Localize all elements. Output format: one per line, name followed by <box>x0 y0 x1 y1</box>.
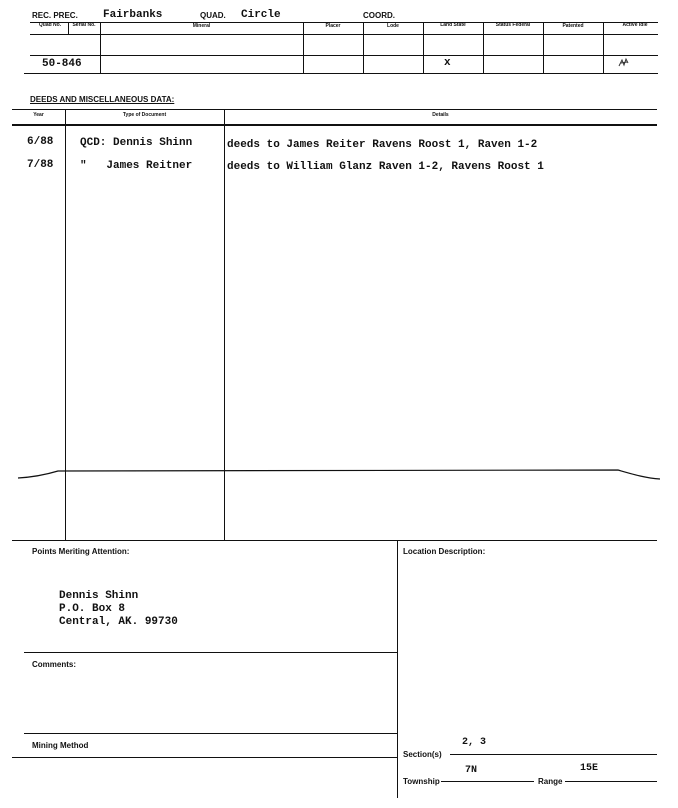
col-quad-no: Quad No. <box>38 22 62 28</box>
section-value: 2, 3 <box>462 737 487 748</box>
mining-method-line <box>12 757 397 758</box>
section-label: Section(s) <box>403 750 442 759</box>
col-patented: Patented <box>562 23 584 29</box>
col-year: Year <box>33 112 44 118</box>
address-line: Central, AK. 99730 <box>59 616 178 628</box>
land-state-mark: x <box>444 57 451 69</box>
page-fold-line <box>0 464 678 494</box>
col-divider <box>423 22 424 73</box>
deeds-header-rule <box>12 124 657 126</box>
location-description-label: Location Description: <box>403 547 486 556</box>
deed-type: QCD: Dennis Shinn <box>80 137 193 149</box>
col-mineral: Mineral <box>192 23 211 29</box>
township-label: Township <box>403 777 440 786</box>
col-divider <box>100 22 101 73</box>
points-address <box>59 590 178 629</box>
range-value: 15E <box>580 763 599 774</box>
deeds-top-rule <box>12 109 657 110</box>
deed-details: deeds to William Glanz Raven 1-2, Ravens Roost 1 <box>227 161 544 173</box>
deed-year: 7/88 <box>27 159 54 171</box>
col-status-federal: Status Federal <box>495 22 531 28</box>
quad-value: Circle <box>241 9 281 21</box>
col-divider <box>603 22 604 73</box>
col-divider <box>363 22 364 73</box>
quad-serial-number: 50-846 <box>42 58 82 70</box>
col-divider <box>303 22 304 73</box>
address-line: P.O. Box 8 <box>59 603 126 615</box>
township-value: 7N <box>465 765 478 776</box>
range-label: Range <box>538 777 563 786</box>
col-details: Details <box>432 112 449 118</box>
bottom-top-rule <box>12 540 657 541</box>
header-bottom-rule <box>30 55 658 56</box>
col-land-state: Land State <box>440 22 466 28</box>
bottom-center-divider <box>397 540 398 798</box>
comments-rule <box>24 652 397 653</box>
quad-label: QUAD. <box>200 11 226 20</box>
rec-prec-value: Fairbanks <box>103 9 163 21</box>
section-line <box>450 754 657 755</box>
points-meriting-attention-label: Points Meriting Attention: <box>32 547 130 556</box>
col-type-of-document: Type of Document <box>122 112 167 118</box>
address-line: Dennis Shinn <box>59 590 139 602</box>
active-idle-scribble <box>617 56 631 68</box>
mining-method-label: Mining Method <box>32 741 89 750</box>
col-placer: Placer <box>325 23 341 29</box>
mining-rule <box>24 733 397 734</box>
deed-type: " James Reitner <box>80 160 193 172</box>
col-active-idle: Active Idle <box>622 22 648 28</box>
township-line <box>441 781 534 782</box>
col-divider <box>483 22 484 73</box>
coord-label: COORD. <box>363 11 395 20</box>
rec-prec-label: REC. PREC. <box>32 11 78 20</box>
col-lode: Lode <box>387 23 399 29</box>
range-line <box>565 781 657 782</box>
col-serial-no: Serial No. <box>72 22 96 28</box>
record-bottom-rule <box>24 73 658 74</box>
deed-details: deeds to James Reiter Ravens Roost 1, Raven 1-2 <box>227 139 538 151</box>
comments-label: Comments: <box>32 660 77 669</box>
header-col-rule <box>30 34 658 35</box>
deed-year: 6/88 <box>27 136 54 148</box>
col-divider <box>543 22 544 73</box>
deeds-section-title: DEEDS AND MISCELLANEOUS DATA: <box>30 95 175 104</box>
